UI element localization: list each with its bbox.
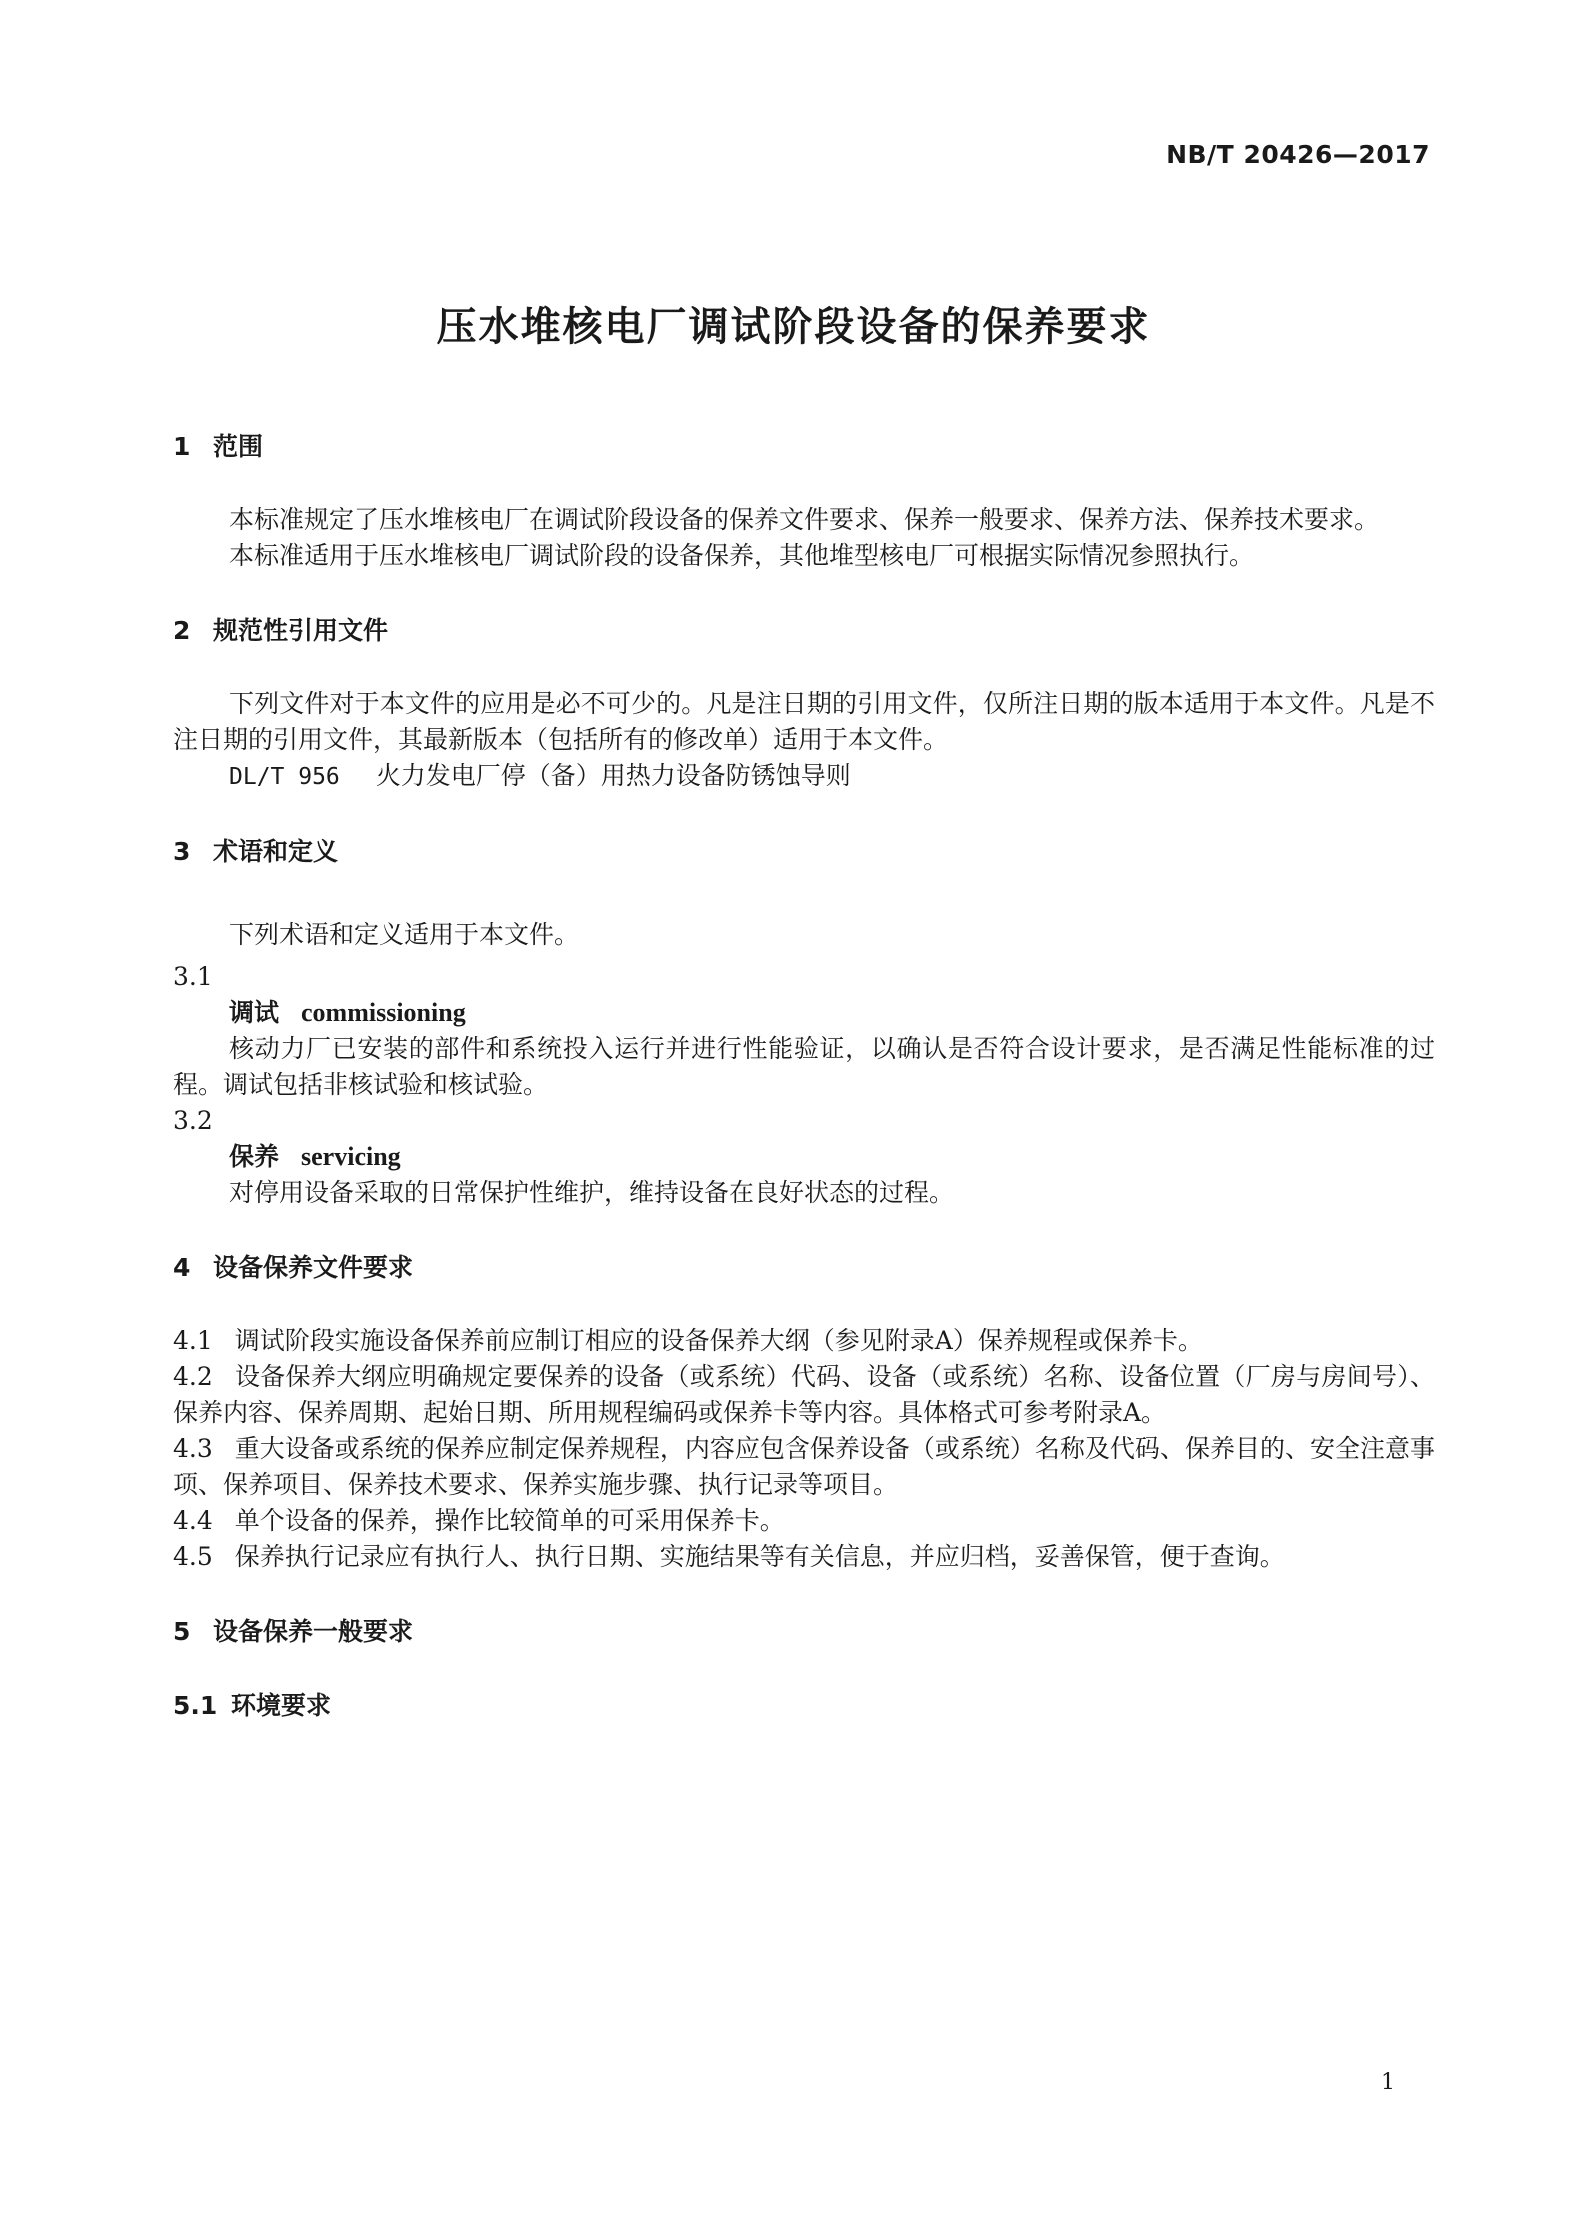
scope-paragraph-2: 本标准适用于压水堆核电厂调试阶段的设备保养，其他堆型核电厂可根据实际情况参照执行。 <box>229 541 1255 570</box>
section-title: 规范性引用文件 <box>213 616 389 645</box>
document-body <box>173 430 1435 1723</box>
section-number: 4 <box>173 1253 191 1282</box>
clause-4-4 <box>173 1503 1435 1539</box>
term-number: 3.2 <box>173 1106 213 1135</box>
terms-intro: 下列术语和定义适用于本文件。 <box>229 920 580 949</box>
clause-text: 单个设备的保养，操作比较简单的可采用保养卡。 <box>234 1506 785 1535</box>
term-definition: 核动力厂已安装的部件和系统投入运行并进行性能验证，以确认是否符合设计要求，是否满足性能标准的过程。调试包括非核试验和核试验。 <box>173 1034 1435 1099</box>
normative-references-paragraph: 下列文件对于本文件的应用是必不可少的。凡是注日期的引用文件，仅所注日期的版本适用于本文件。凡是不注日期的引用文件，其最新版本（包括所有的修改单）适用于本文件。 <box>173 689 1435 754</box>
term-chinese: 保养 <box>229 1142 280 1171</box>
term-english: commissioning <box>301 998 466 1027</box>
clause-text: 重大设备或系统的保养应制定保养规程，内容应包含保养设备（或系统）名称及代码、保养目的、安全注意事项、保养项目、保养技术要求、保养实施步骤、执行记录等项目。 <box>173 1434 1435 1499</box>
clause-4-5 <box>173 1539 1435 1575</box>
section-2-heading <box>173 614 1435 648</box>
section-number: 2 <box>173 616 191 645</box>
scope-paragraph-1: 本标准规定了压水堆核电厂在调试阶段设备的保养文件要求、保养一般要求、保养方法、保养技术要求。 <box>229 505 1380 534</box>
clause-number: 4.1 <box>173 1326 213 1355</box>
clause-4-2 <box>173 1359 1435 1431</box>
term-english: servicing <box>301 1142 401 1171</box>
subsection-5-1-heading <box>173 1689 1435 1723</box>
clause-number: 4.2 <box>173 1362 213 1391</box>
section-title: 设备保养文件要求 <box>213 1253 414 1282</box>
subsection-title: 环境要求 <box>231 1691 332 1720</box>
reference-title: 火力发电厂停（备）用热力设备防锈蚀导则 <box>375 761 851 790</box>
clause-number: 4.3 <box>173 1434 213 1463</box>
page-number: 1 <box>1381 2070 1395 2095</box>
reference-entry <box>173 758 1435 795</box>
section-number: 5 <box>173 1617 191 1646</box>
section-title: 设备保养一般要求 <box>213 1617 414 1646</box>
clause-text: 设备保养大纲应明确规定要保养的设备（或系统）代码、设备（或系统）名称、设备位置（厂房与房间号）、保养内容、保养周期、起始日期、所用规程编码或保养卡等内容。具体格式可参考附录A。 <box>173 1362 1435 1427</box>
section-1-heading <box>173 430 1435 464</box>
section-4-heading <box>173 1251 1435 1285</box>
clause-number: 4.5 <box>173 1542 213 1571</box>
section-number: 3 <box>173 837 191 866</box>
subsection-number: 5.1 <box>173 1691 218 1720</box>
section-title: 范围 <box>213 432 264 461</box>
standard-code: NB/T 20426—2017 <box>1166 140 1430 169</box>
term-chinese: 调试 <box>229 998 280 1027</box>
term-entry <box>173 995 1435 1031</box>
clause-number: 4.4 <box>173 1506 213 1535</box>
section-number: 1 <box>173 432 191 461</box>
clause-4-3 <box>173 1431 1435 1503</box>
document-title: 压水堆核电厂调试阶段设备的保养要求 <box>436 304 1151 350</box>
clause-4-1 <box>173 1323 1435 1359</box>
section-title: 术语和定义 <box>213 837 339 866</box>
reference-code: DL/T 956 <box>229 764 340 790</box>
clause-text: 调试阶段实施设备保养前应制订相应的设备保养大纲（参见附录A）保养规程或保养卡。 <box>234 1326 1203 1355</box>
term-definition: 对停用设备采取的日常保护性维护，维持设备在良好状态的过程。 <box>229 1178 955 1207</box>
section-3-heading <box>173 835 1435 869</box>
term-entry <box>173 1139 1435 1175</box>
section-5-heading <box>173 1615 1435 1649</box>
term-number: 3.1 <box>173 962 213 991</box>
clause-text: 保养执行记录应有执行人、执行日期、实施结果等有关信息，并应归档，妥善保管，便于查询。 <box>234 1542 1285 1571</box>
